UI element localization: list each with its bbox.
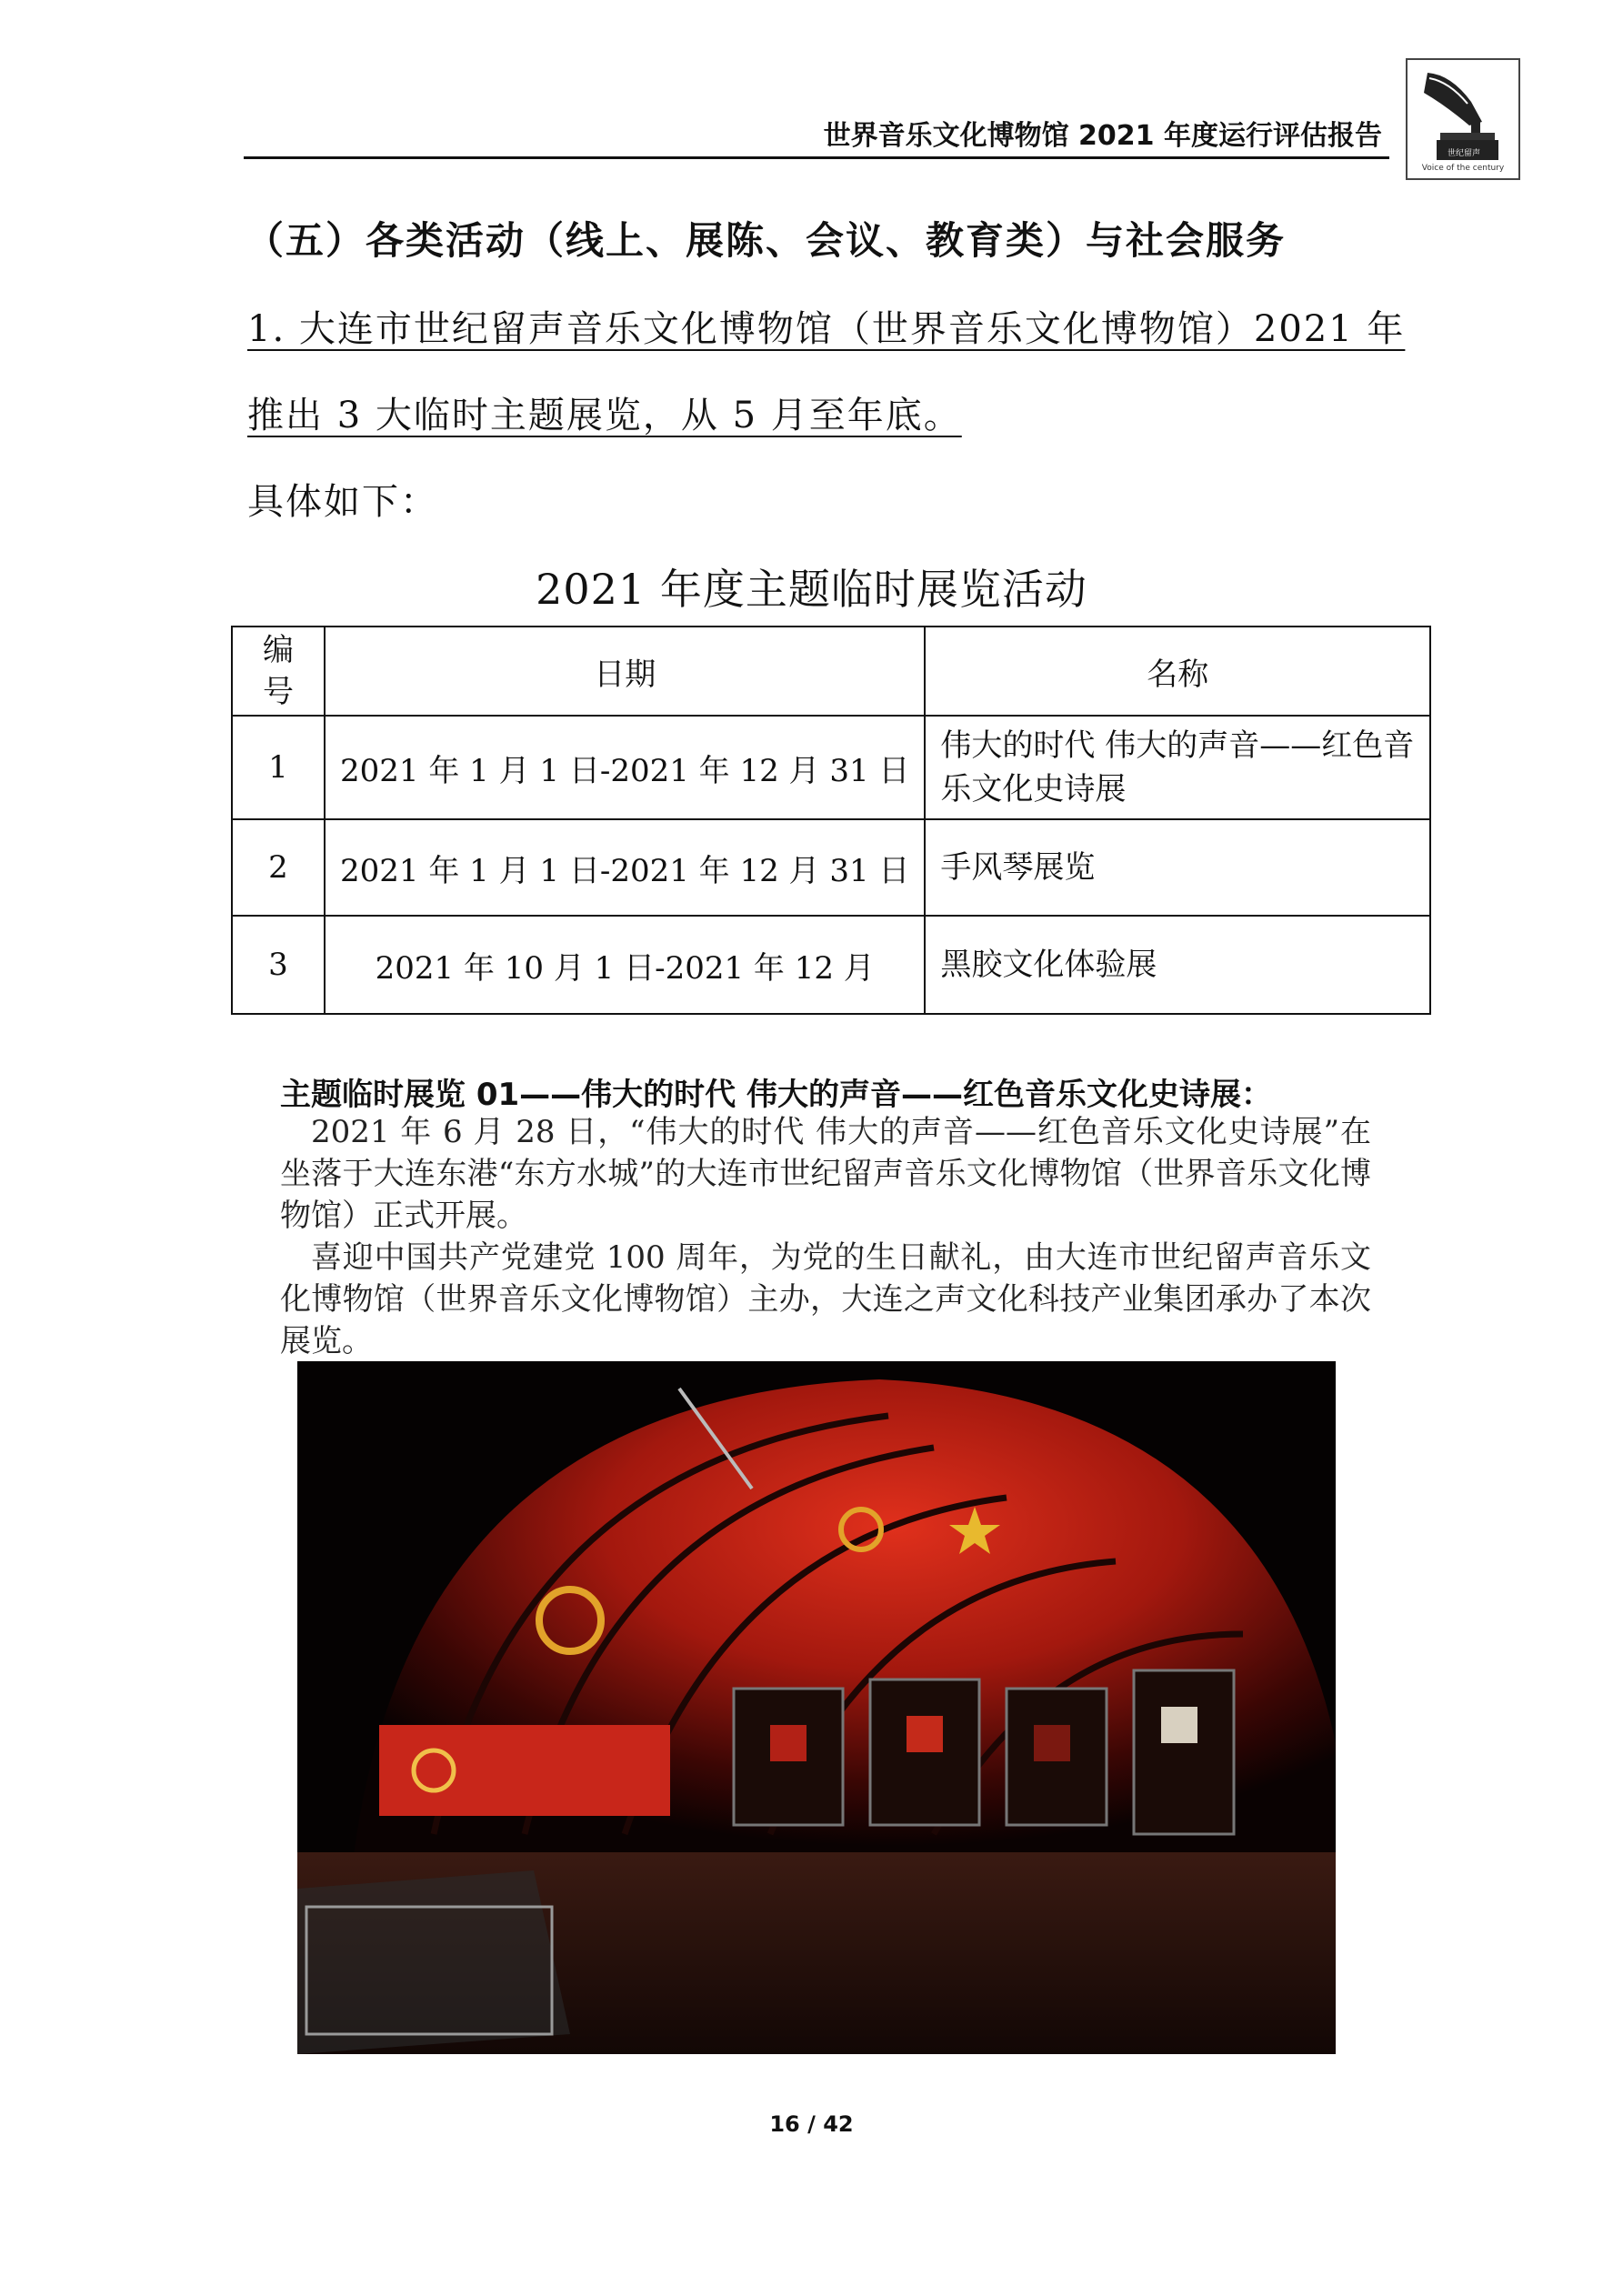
row-date: 2021 年 1 月 1 日-2021 年 12 月 31 日: [325, 716, 925, 819]
table-header-row: [232, 627, 1430, 716]
row-number: 2: [232, 819, 325, 916]
exhibit01-paragraph-2: 喜迎中国共产党建党 100 周年，为党的生日献礼，由大连市世纪留声音乐文化博物馆（世界音乐文化博物馆）主办，大连之声文化科技产业集团承办了本次展览。: [280, 1239, 1371, 1359]
table-row: [232, 716, 1430, 819]
header-rule: [244, 156, 1389, 159]
header-title: 世界音乐文化博物馆 2021 年度运行评估报告: [823, 120, 1382, 152]
table-title: 2021 年度主题临时展览活动: [536, 565, 1087, 614]
row-number: 1: [232, 716, 325, 819]
header-number-line2: 号: [263, 674, 294, 710]
header-date: 日期: [325, 627, 925, 716]
museum-logo: [1406, 58, 1520, 180]
section-heading: （五）各类活动（线上、展陈、会议、教育类）与社会服务: [245, 218, 1287, 263]
exhibit01-paragraph-1: 2021 年 6 月 28 日，“伟大的时代 伟大的声音——红色音乐文化史诗展”在坐落于大连东港“东方水城”的大连市世纪留声音乐文化博物馆（世界音乐文化博物馆）正式开展。: [280, 1114, 1371, 1234]
row-name: 手风琴展览: [925, 819, 1430, 916]
item1-line2: 推出 3 大临时主题展览，从 5 月至年底。: [247, 395, 962, 436]
row-name: 黑胶文化体验展: [925, 916, 1430, 1014]
intro-text: 具体如下：: [247, 481, 438, 523]
logo-caption: Voice of the century: [1421, 164, 1505, 173]
header-number: [232, 627, 325, 716]
exhibit01-heading: 主题临时展览 01——伟大的时代 伟大的声音——红色音乐文化史诗展：: [280, 1077, 1272, 1113]
header-number-line1: 编: [263, 632, 294, 668]
row-name: 伟大的时代 伟大的声音——红色音乐文化史诗展: [925, 716, 1430, 819]
row-date: 2021 年 1 月 1 日-2021 年 12 月 31 日: [325, 819, 925, 916]
item1-line1: 1. 大连市世纪留声音乐文化博物馆（世界音乐文化博物馆）2021 年: [247, 308, 1406, 350]
table-row: [232, 916, 1430, 1014]
exhibition-hall-illustration: [297, 1361, 1336, 2054]
row-number: 3: [232, 916, 325, 1014]
row-date: 2021 年 10 月 1 日-2021 年 12 月: [325, 916, 925, 1014]
page-number: 16 / 42: [769, 2111, 854, 2137]
header-name: 名称: [925, 627, 1430, 716]
logo-plate-text: 世纪留声: [1447, 149, 1480, 158]
exhibition-table: [231, 626, 1431, 1015]
table-row: [232, 819, 1430, 916]
exhibition-hall-photo: [297, 1361, 1336, 2054]
